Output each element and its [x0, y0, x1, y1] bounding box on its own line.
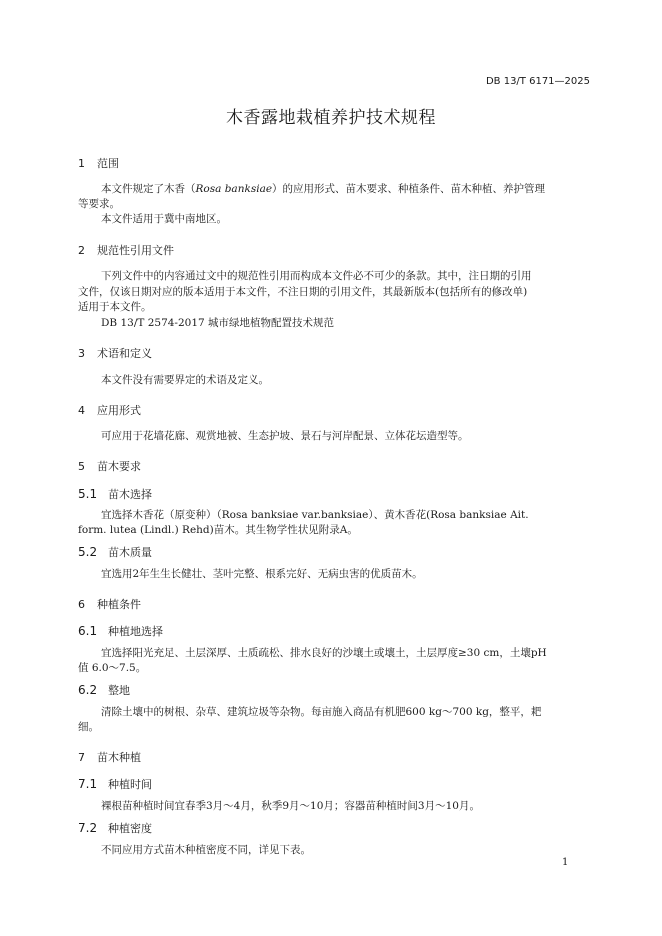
- paragraph: [78, 507, 529, 523]
- section-title: 种植时间: [108, 778, 152, 791]
- text: 可应用于花墙花廊、观赏地被、生态护坡、景石与河岸配景、立体花坛造型等。: [101, 430, 469, 442]
- latin-name: Rosa banksiae: [195, 183, 273, 195]
- paragraph-line: 等要求。: [78, 198, 120, 210]
- document-title: 木香露地栽植养护技术规程: [226, 108, 436, 128]
- text: 宜选择阳光充足、土层深厚、土质疏松、排水良好的沙壤土或壤土，土层厚度≥30 cm，土壤pH: [101, 647, 547, 659]
- paragraph: [78, 211, 227, 227]
- section-2-heading: [78, 242, 174, 258]
- section-title: 苗木要求: [97, 460, 141, 473]
- section-title: 种植条件: [97, 598, 141, 611]
- paragraph-line: 值 6.0～7.5。: [78, 662, 147, 674]
- section-number: 1: [78, 157, 85, 170]
- paragraph: [78, 372, 269, 388]
- section-6-heading: [78, 596, 141, 612]
- paragraph: [78, 798, 480, 814]
- paragraph: [78, 181, 545, 197]
- paragraph: [78, 842, 311, 858]
- section-title: 术语和定义: [97, 347, 152, 360]
- paragraph: [78, 268, 532, 284]
- paragraph: [78, 428, 469, 444]
- text: 本文件没有需要界定的术语及定义。: [101, 374, 269, 386]
- section-title: 种植密度: [108, 822, 152, 835]
- section-number: 4: [78, 404, 85, 417]
- paragraph: [78, 645, 547, 661]
- text: 下列文件中的内容通过文中的规范性引用而构成本文件必不可少的条款。其中，注日期的引用: [101, 270, 532, 282]
- paragraph: [78, 704, 541, 720]
- section-7-1-heading: [78, 776, 152, 792]
- text: 本文件规定了木香（: [101, 183, 196, 195]
- section-number: 6.2: [78, 683, 98, 697]
- section-number: 6: [78, 598, 85, 611]
- paragraph-line: 细。: [78, 721, 99, 733]
- section-title: 规范性引用文件: [97, 244, 174, 257]
- section-number: 7: [78, 751, 85, 764]
- section-number: 2: [78, 244, 85, 257]
- text: 清除土壤中的树根、杂草、建筑垃圾等杂物。每亩施入商品有机肥600 kg～700 kg，整平，耙: [101, 706, 542, 718]
- section-number: 6.1: [78, 624, 98, 638]
- section-3-heading: [78, 345, 152, 361]
- paragraph: [78, 566, 423, 582]
- section-title: 整地: [108, 684, 130, 697]
- section-4-heading: [78, 402, 141, 418]
- section-title: 苗木选择: [108, 488, 152, 501]
- text: DB 13/T 2574-2017 城市绿地植物配置技术规范: [101, 317, 335, 329]
- section-1-heading: [78, 155, 119, 171]
- section-title: 种植地选择: [108, 625, 163, 638]
- section-7-heading: [78, 749, 141, 765]
- section-number: 5.1: [78, 487, 98, 501]
- paragraph-line: form. lutea (Lindl.) Rehd)苗木。其生物学性状见附录A。: [78, 524, 358, 536]
- section-title: 范围: [97, 157, 119, 170]
- page-number: 1: [562, 857, 569, 868]
- section-5-heading: [78, 458, 141, 474]
- section-5-2-heading: [78, 544, 152, 560]
- paragraph-line: 适用于本文件。: [78, 301, 152, 313]
- section-6-2-heading: [78, 682, 130, 698]
- section-number: 5.2: [78, 545, 98, 559]
- text: ）的应用形式、苗木要求、种植条件、苗木种植、养护管理: [272, 183, 546, 195]
- section-number: 7.1: [78, 777, 98, 791]
- section-number: 5: [78, 460, 85, 473]
- paragraph-line: 文件，仅该日期对应的版本适用于本文件，不注日期的引用文件，其最新版本(包括所有的修改单): [78, 286, 528, 298]
- section-number: 7.2: [78, 821, 98, 835]
- text: 宜选择木香花（原变种）（Rosa banksiae var.banksiae）、黄木香花(Rosa banksiae Ait.: [101, 509, 529, 521]
- text: 裸根苗种植时间宜春季3月～4月，秋季9月～10月；容器苗种植时间3月～10月。: [101, 800, 480, 812]
- normative-reference: [78, 315, 334, 331]
- section-6-1-heading: [78, 623, 163, 639]
- text: 不同应用方式苗木种植密度不同，详见下表。: [101, 844, 311, 856]
- section-5-1-heading: [78, 486, 152, 502]
- text: 宜选用2年生生长健壮、茎叶完整、根系完好、无病虫害的优质苗木。: [101, 568, 423, 580]
- text: 本文件适用于冀中南地区。: [101, 213, 227, 225]
- section-title: 应用形式: [97, 404, 141, 417]
- section-7-2-heading: [78, 820, 152, 836]
- section-number: 3: [78, 347, 85, 360]
- section-title: 苗木种植: [97, 751, 141, 764]
- section-title: 苗木质量: [108, 546, 152, 559]
- document-code: DB 13/T 6171—2025: [485, 76, 590, 87]
